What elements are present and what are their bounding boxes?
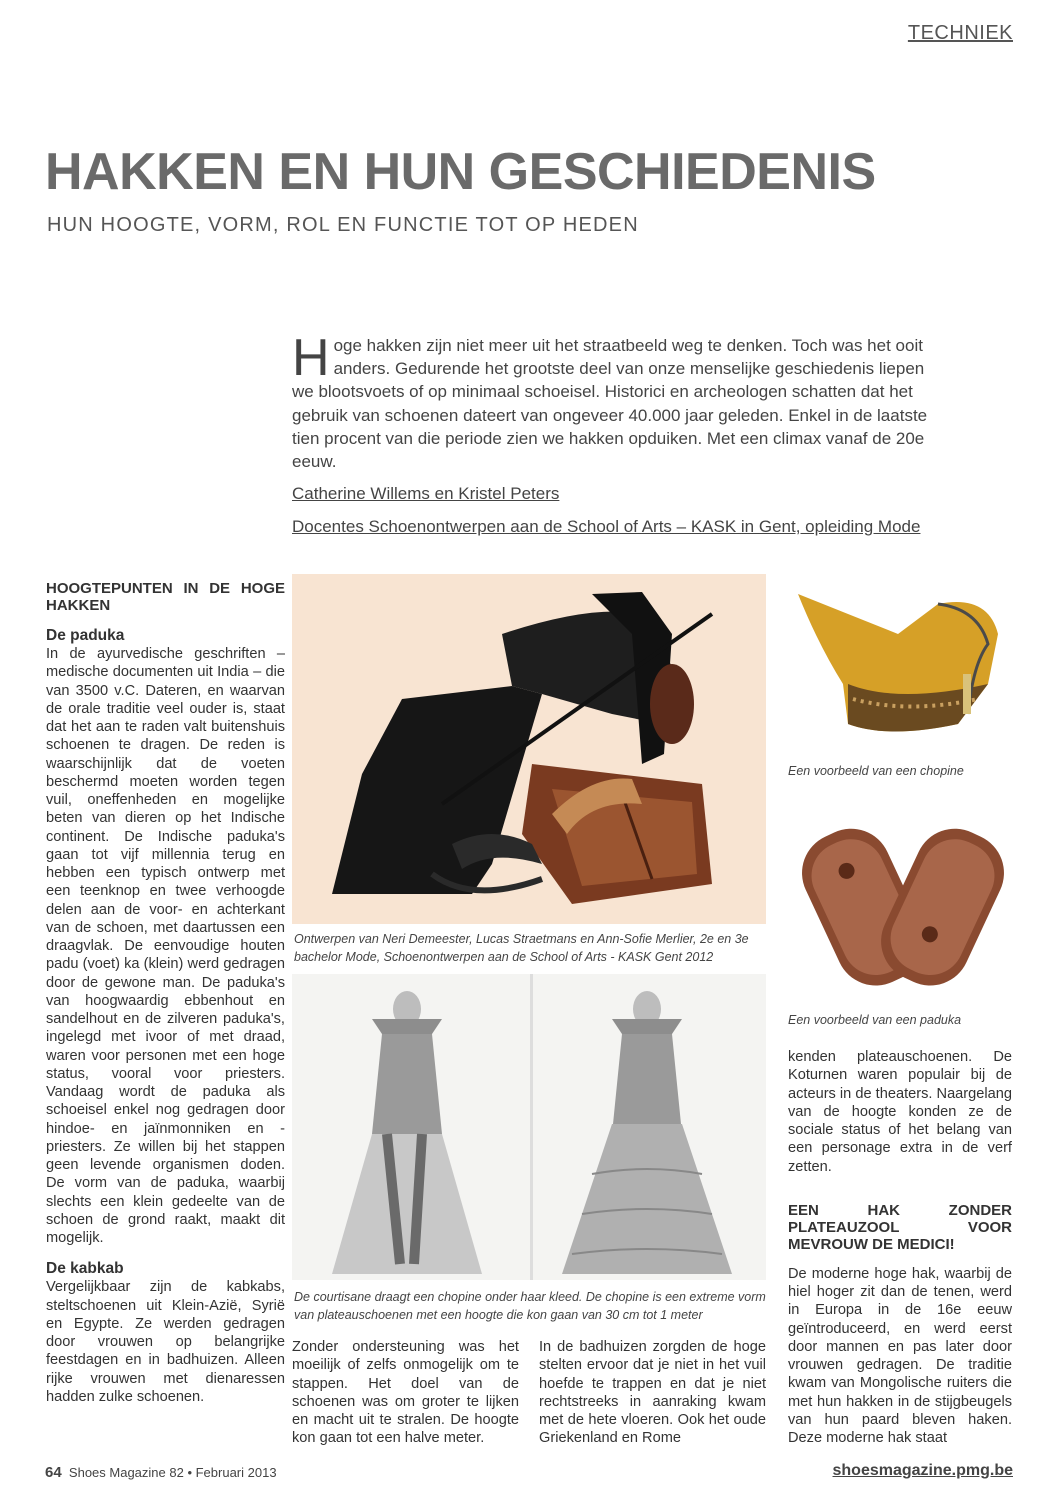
courtesan-engravings (292, 974, 766, 1280)
magazine-issue: Shoes Magazine 82 • Februari 2013 (68, 1465, 277, 1480)
right-column (788, 1048, 1012, 1447)
footer-left (45, 1464, 277, 1481)
page-title: HAKKEN EN HUN GESCHIEDENIS (45, 143, 876, 201)
paragraph-modern-heel: De moderne hoge hak, waarbij de hiel hoger zit dan de tenen, werd in Europa in de 16e eeuw geïntroduceerd, en werd eerst door mannen en pas later door vrouwen gedragen. De traditie kwam van Mongolische ruiters die met hun hakken in de stijgbeugels van hun paard bleven haken. Deze moderne hak staat (788, 1265, 1012, 1446)
paragraph-kabkab: Vergelijkbaar zijn de kabkabs, steltschoenen uit Klein-Azië, Syrië en Egypte. Ze werden gedragen door vrouwen op belangrijke feestdagen en in badhuizen. Alleen rijke vrouwen met dienaressen hadden zulke schoenen. (46, 1279, 285, 1405)
middle-column (292, 1338, 519, 1448)
section-heading-medici: EEN HAK ZONDER PLATEAUZOOL VOOR MEVROUW DE MEDICI! (788, 1201, 1012, 1253)
platform-shoes-photo (292, 574, 766, 924)
center-column (539, 1338, 766, 1448)
subheading-kabkab: De kabkab (46, 1260, 124, 1278)
paragraph-paduka: In de ayurvedische geschriften – medische documenten uit India – die van 3500 v.C. Dateren, en waarvan de orale traditie veel ouder is, staat dat het aan te raden valt buitenshuis schoenen te dragen. De reden is waarschijnlijk dat de voeten beschermd moeten worden tegen vuil, oneffenheden en mogelijke beten van dieren op het Indische continent. De Indische paduka's gaan tot vijf millennia terug en hebben een typisch ontwerp met een teenknop en twee verhoogde delen aan de voor- en achterkant van de schoen, met daartussen een draagvlak. De eenvoudige houten padu (voet) ka (klein) werd gedragen door de gewone man. De paduka's van hoogwaardig ebbenhout en sandelhout en de zilveren paduka's, ingelegd met ivoor of met draad, waren voor personen met een hoge status, vooral voor priesters. Vandaag wordt de paduka als schoeisel enkel nog gedragen door hindoe- en jaïnmonniken en -priesters. Ze willen bij het stappen geen levende organismen doden. De vorm van de paduka, waarbij slechts een klein gedeelte van de schoen de grond raakt, maakt dit mogelijk. (46, 646, 285, 1246)
platform-shoes-illustration (292, 574, 766, 924)
chopine-photo (788, 574, 1012, 754)
affiliation: Docentes Schoenontwerpen aan de School of Arts – KASK in Gent, opleiding Mode (292, 517, 921, 536)
left-column (46, 580, 285, 1406)
caption-courtesan: De courtisane draagt een chopine onder haar kleed. De chopine is een extreme vorm van plateauschoenen met een hoogte die kon gaan van 30 cm tot 1 meter (294, 1290, 766, 1322)
intro-text: oge hakken zijn niet meer uit het straatbeeld weg te denken. Toch was het ooit anders. Gedurende het grootste deel van onze menselijke geschiedenis liepen we blootsvoets of op minimaal schoeisel. Historici en archeologen schatten dat het gebruik van schoenen dateert van ongeveer 40.000 jaar geleden. Enkel in de laatste tien procent van die periode zien we hakken opduiken. Met een climax vanaf de 20e eeuw. (292, 336, 928, 472)
intro-paragraph (292, 329, 932, 473)
paragraph-koturnen: kenden plateauschoenen. De Koturnen waren populair bij de acteurs in de theaters. Naargelang van de hoogte konden ze de sociale status of het belang van een personage extra in de verf zetten. (788, 1049, 1012, 1175)
caption-chopine: Een voorbeeld van een chopine (788, 764, 964, 778)
drop-cap: H (292, 329, 330, 387)
authors: Catherine Willems en Kristel Peters (292, 484, 560, 503)
paduka-illustration (788, 805, 1012, 995)
website-link[interactable]: shoesmagazine.pmg.be (832, 1462, 1013, 1479)
courtesan-illustration (292, 974, 766, 1280)
chopine-illustration (788, 574, 1012, 754)
page-number: 64 (45, 1464, 62, 1481)
subheading-paduka: De paduka (46, 627, 125, 644)
page-subtitle: HUN HOOGTE, VORM, ROL EN FUNCTIE TOT OP HEDEN (47, 214, 639, 236)
section-label: TECHNIEK (907, 22, 1013, 44)
paduka-photo (788, 805, 1012, 995)
caption-platform-shoes: Ontwerpen van Neri Demeester, Lucas Straetmans en Ann-Sofie Merlier, 2e en 3e bachelor Mode, Schoenontwerpen aan de School of Arts - KASK Gent 2012 (294, 932, 749, 964)
caption-paduka: Een voorbeeld van een paduka (788, 1013, 962, 1027)
paragraph-middle: Zonder ondersteuning was het moeilijk of zelfs onmogelijk om te stappen. Het doel van de schoenen was om groter te lijken en macht uit te stralen. De hoogte kon gaan tot een halve meter. (292, 1339, 519, 1447)
paragraph-center: In de badhuizen zorgden de hoge stelten ervoor dat je niet in het vuil hoefde te trappen en dat je niet rechtstreeks in aanraking kwam met de hete vloeren. Ook het oude Griekenland en Rome (539, 1339, 766, 1447)
section-heading-highlights: HOOGTEPUNTEN IN DE HOGE HAKKEN (46, 580, 285, 614)
